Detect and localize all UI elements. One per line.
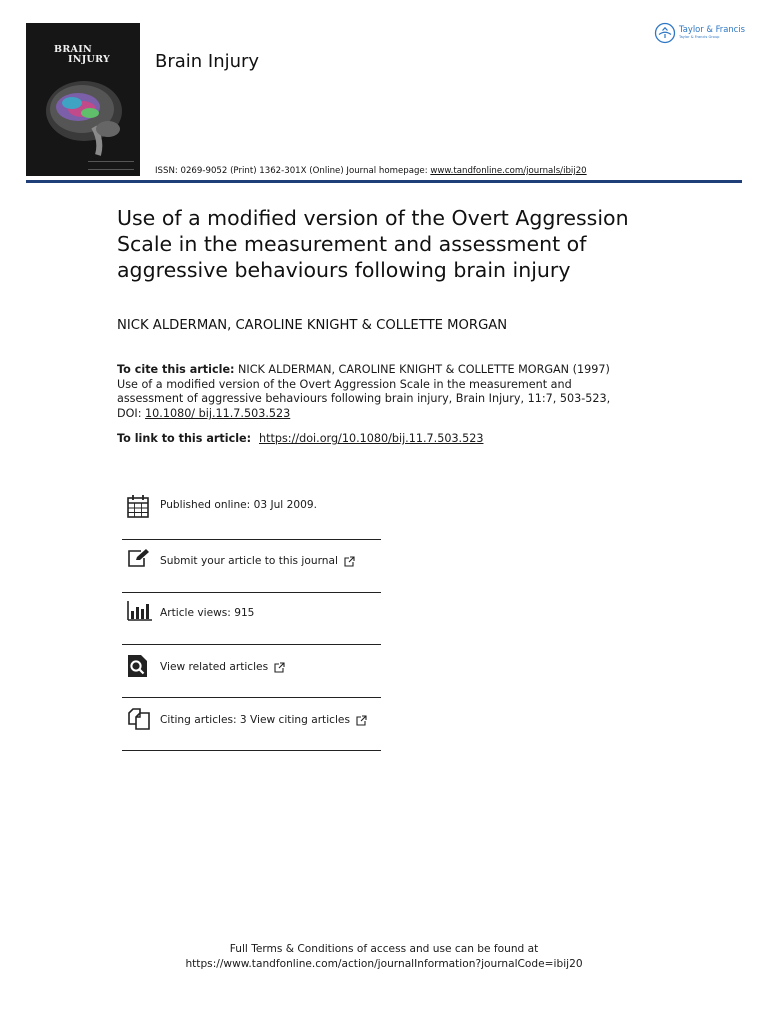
footer-line1: Full Terms & Conditions of access and use can be found at [229,943,539,955]
citation-block [117,363,629,422]
cite-text: NICK ALDERMAN, CAROLINE KNIGHT & COLLETTE MORGAN (1997) Use of a modified version of the Overt Aggression Scale in the measurement and assessment of aggressive behaviours following brain injury, Brain Injury, 11:7, 503-523, DOI: [117,363,611,421]
issn-text: ISSN: 0269-9052 (Print) 1362-301X (Online) Journal homepage: [155,166,431,176]
copy-documents-icon [127,707,151,731]
article-views-item [122,593,381,645]
published-online-item [122,484,381,540]
citing-articles-text: Citing articles: 3 View citing articles [160,714,350,726]
citing-articles-item[interactable] [122,698,381,751]
article-doi-link[interactable]: https://doi.org/10.1080/bij.11.7.503.523 [259,432,484,445]
submit-article-item[interactable] [122,540,381,593]
article-info-list [122,484,381,751]
journal-homepage-link[interactable]: www.tandfonline.com/journals/ibij20 [430,166,587,176]
cover-title [26,45,140,65]
publisher-sub: Taylor & Francis Group [679,35,720,39]
external-link-icon [356,715,367,726]
publisher-logo[interactable] [654,22,745,44]
footer-terms-link[interactable]: https://www.tandfonline.com/action/journalInformation?journalCode=ibij20 [185,958,583,970]
journal-cover-image [26,23,140,176]
issn-line [155,166,587,176]
journal-name: Brain Injury [155,51,260,72]
link-label: To link to this article: [117,432,255,445]
article-link-line [117,432,483,445]
search-document-icon [127,654,149,678]
citing-articles-label[interactable] [160,714,367,726]
external-link-icon [274,662,285,673]
publisher-logo-icon [654,22,676,44]
cover-footer-text [88,161,134,170]
cite-label: To cite this article: [117,363,235,376]
published-online-label: Published online: 03 Jul 2009. [160,499,317,511]
article-views-label: Article views: 915 [160,607,255,619]
terms-footer [0,942,768,972]
edit-icon [127,548,151,568]
publisher-name: Taylor & Francis [679,24,745,34]
submit-article-text: Submit your article to this journal [160,555,338,567]
external-link-icon [344,556,355,567]
related-articles-text: View related articles [160,661,269,673]
related-articles-item[interactable] [122,645,381,698]
related-articles-label[interactable] [160,661,285,673]
cite-doi-link[interactable]: 10.1080/ bij.11.7.503.523 [145,407,291,421]
article-title: Use of a modified version of the Overt Aggression Scale in the measurement and assessment of aggressive behaviours following brain injury [117,206,629,282]
header-divider [26,180,742,183]
article-authors: NICK ALDERMAN, CAROLINE KNIGHT & COLLETTE MORGAN [117,318,508,333]
brain-scan-illustration [42,75,130,157]
cover-title-line1: BRAIN [54,44,92,55]
calendar-icon [127,494,149,518]
cover-title-line2: INJURY [68,54,111,65]
bar-chart-icon [127,600,153,622]
submit-article-label[interactable] [160,555,355,567]
